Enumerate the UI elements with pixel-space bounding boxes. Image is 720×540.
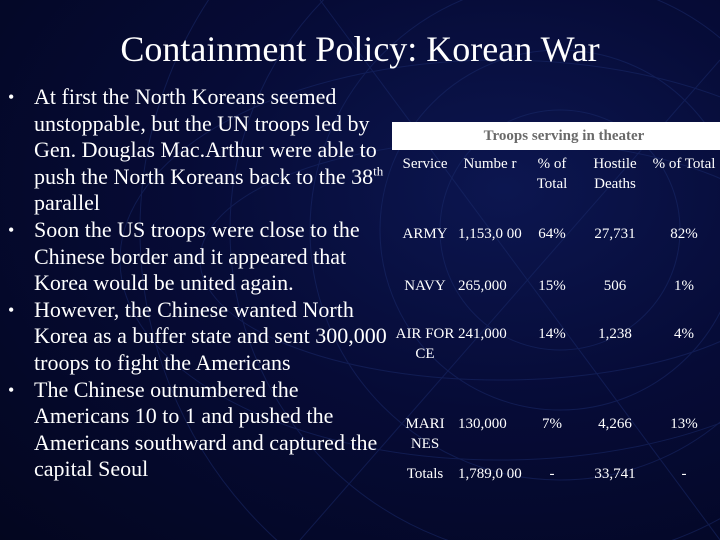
- column-header: % of Total: [652, 156, 716, 172]
- hostile-deaths-cell: 27,731: [594, 226, 636, 242]
- bullet-marker: •: [8, 299, 15, 320]
- column-header: % of Total: [536, 156, 568, 192]
- hostile-deaths-cell: 506: [603, 278, 627, 294]
- bullet-text: However, the Chinese wanted North Korea as a buffer state and sent 300,000 troops to fight the Americans: [34, 296, 387, 375]
- pct-deaths-cell: -: [681, 466, 687, 482]
- table-row: [394, 414, 718, 464]
- pct-total-cell: 15%: [538, 278, 566, 294]
- bullet-list: [8, 84, 392, 483]
- pct-deaths-cell: 13%: [670, 416, 698, 432]
- table-header-row: [394, 154, 718, 224]
- pct-total-cell: 14%: [538, 326, 566, 342]
- table-row: [394, 224, 718, 276]
- column-header: Service: [402, 156, 448, 172]
- bullet-item: [8, 377, 392, 483]
- hostile-deaths-cell: 4,266: [598, 416, 632, 432]
- bullet-item: [8, 84, 392, 217]
- slide-title: Containment Policy: Korean War: [120, 29, 600, 69]
- table-title: Troops serving in theater: [483, 128, 645, 144]
- table-row: [394, 324, 718, 414]
- bullet-superscript: th: [373, 163, 384, 179]
- table-title-band: [392, 122, 720, 150]
- number-cell: 1,789,0 00: [458, 466, 522, 482]
- pct-deaths-cell: 1%: [674, 278, 694, 294]
- number-cell: 1,153,0 00: [458, 226, 522, 242]
- bullet-text: At first the North Koreans seemed unstoppable, but the UN troops led by Gen. Douglas Mac.Arthur were able to push the North Koreans back to the 38: [34, 84, 377, 189]
- bullet-item: [8, 217, 392, 297]
- bullet-text-tail: parallel: [34, 190, 100, 216]
- service-cell: AIR FOR CE: [395, 326, 455, 362]
- bullet-marker: •: [8, 87, 15, 107]
- number-cell: 265,000: [458, 278, 507, 294]
- number-cell: 241,000: [458, 326, 507, 342]
- service-cell: ARMY: [402, 226, 448, 242]
- pct-total-cell: -: [549, 466, 555, 482]
- pct-total-cell: 64%: [538, 226, 566, 242]
- pct-deaths-cell: 4%: [674, 326, 694, 342]
- bullet-text: Soon the US troops were close to the Chinese border and it appeared that Korea would be united again.: [34, 216, 360, 296]
- pct-total-cell: 7%: [542, 416, 562, 432]
- bullet-marker: •: [8, 219, 15, 240]
- table-row-totals: [394, 464, 718, 504]
- table-row: [394, 276, 718, 324]
- number-cell: 130,000: [458, 416, 507, 432]
- service-cell: Totals: [406, 466, 444, 482]
- hostile-deaths-cell: 33,741: [594, 466, 636, 482]
- column-header: Hostile Deaths: [593, 156, 637, 192]
- bullet-text: The Chinese outnumbered the Americans 10 to 1 and pushed the Americans southward and captured the capital Seoul: [34, 376, 378, 482]
- bullet-marker: •: [8, 379, 15, 400]
- pct-deaths-cell: 82%: [670, 226, 698, 242]
- column-header: Numbe r: [463, 156, 517, 172]
- bullet-item: [8, 297, 392, 377]
- service-cell: NAVY: [404, 278, 446, 294]
- service-cell: MARI NES: [405, 416, 445, 452]
- troops-table: [394, 154, 718, 504]
- hostile-deaths-cell: 1,238: [598, 326, 632, 342]
